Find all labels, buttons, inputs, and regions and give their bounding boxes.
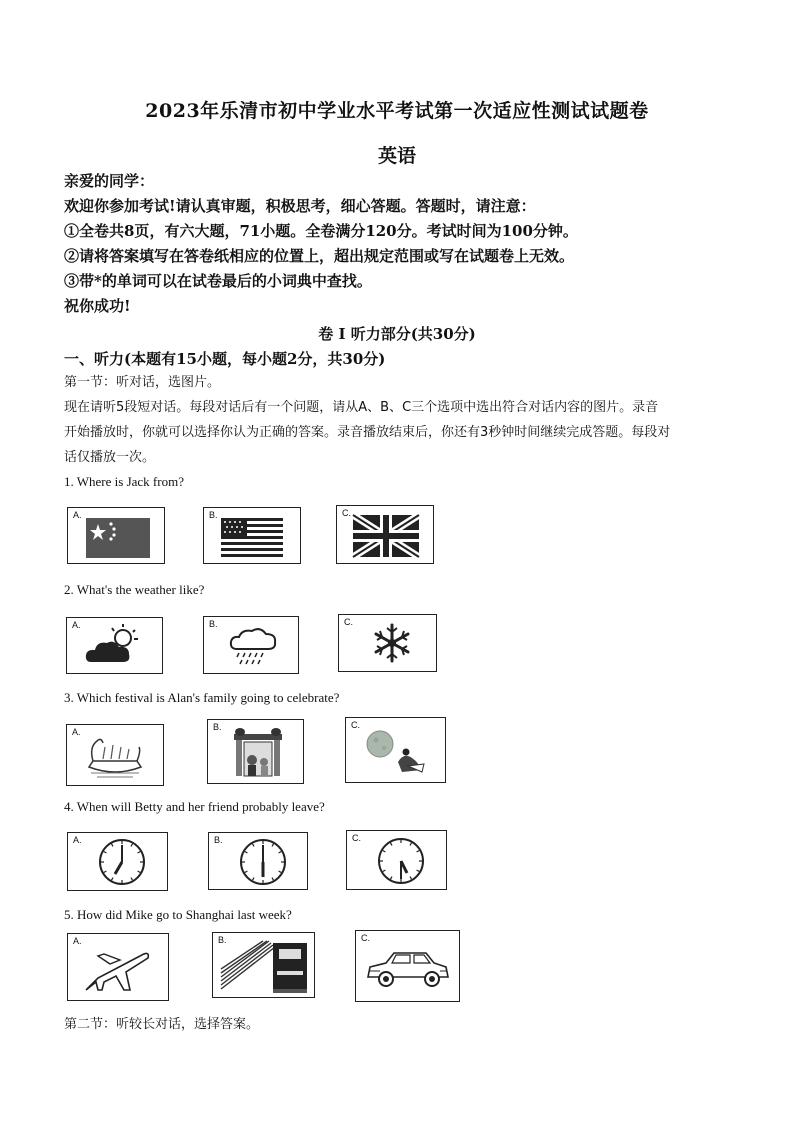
- rain-cloud-icon: [204, 617, 298, 673]
- option-2c[interactable]: [338, 614, 437, 672]
- question-1: 1. Where is Jack from?: [64, 474, 184, 489]
- snowflake-icon: [339, 615, 436, 671]
- option-label: A.: [73, 936, 82, 946]
- option-label: C.: [344, 617, 353, 627]
- option-2b[interactable]: [203, 616, 299, 674]
- instruction-line: 欢迎你参加考试!请认真审题，积极思考，细心答题。答题时，请注意：: [64, 197, 536, 215]
- option-label: A.: [73, 510, 82, 520]
- option-5a[interactable]: [67, 933, 169, 1001]
- china-flag-icon: [68, 508, 164, 563]
- option-label: A.: [72, 620, 81, 630]
- option-label: A.: [72, 727, 81, 737]
- option-5b[interactable]: [212, 932, 315, 998]
- option-label: B.: [213, 722, 222, 732]
- section1-desc-line: 现在请听5段短对话。每段对话后有一个问题，请从A、B、C三个选项中选出符合对话内容的图片。录音: [64, 400, 659, 415]
- clock-7-icon: [68, 833, 167, 890]
- option-3a[interactable]: [66, 724, 164, 786]
- question-5: 5. How did Mike go to Shanghai last week?: [64, 907, 292, 922]
- option-label: B.: [214, 835, 223, 845]
- exam-title: 2023年乐清市初中学业水平考试第一次适应性测试试题卷: [145, 100, 649, 122]
- clock-630-icon: [347, 831, 446, 889]
- option-1b[interactable]: [203, 507, 301, 564]
- option-label: C.: [351, 720, 360, 730]
- uk-flag-icon: [337, 506, 433, 563]
- option-4c[interactable]: [346, 830, 447, 890]
- section1-desc-line: 开始播放时，你就可以选择你认为正确的答案。录音播放结束后，你还有3秒钟时间继续完成答题。每段对: [64, 425, 671, 440]
- subject-title: 英语: [377, 145, 416, 167]
- cloudy-sun-icon: [67, 618, 162, 673]
- spring-festival-door-icon: [208, 720, 303, 783]
- clock-6-icon: [209, 833, 307, 889]
- train-icon: [213, 933, 314, 997]
- moon-festival-icon: [346, 718, 445, 782]
- option-5c[interactable]: [355, 930, 460, 1002]
- option-label: B.: [209, 619, 218, 629]
- question-4: 4. When will Betty and her friend probably leave?: [64, 799, 325, 814]
- instruction-line: ①全卷共8页，有六大题，71小题。全卷满分120分。考试时间为100分钟。: [64, 222, 578, 240]
- part-title: 一、听力(本题有15小题，每小题2分，共30分): [64, 350, 386, 368]
- instruction-line: ②请将答案填写在答卷纸相应的位置上，超出规定范围或写在试题卷上无效。: [64, 247, 575, 265]
- section1-desc-line: 话仅播放一次。: [64, 450, 156, 465]
- instruction-line: ③带*的单词可以在试卷最后的小词典中查找。: [64, 272, 372, 290]
- option-label: B.: [218, 935, 227, 945]
- airplane-icon: [68, 934, 168, 1000]
- car-icon: [356, 931, 459, 1001]
- option-1a[interactable]: [67, 507, 165, 564]
- closing-line: 祝你成功!: [64, 297, 131, 315]
- option-label: A.: [73, 835, 82, 845]
- question-2: 2. What's the weather like?: [64, 582, 205, 597]
- option-3b[interactable]: [207, 719, 304, 784]
- option-4b[interactable]: [208, 832, 308, 890]
- option-3c[interactable]: [345, 717, 446, 783]
- option-label: C.: [361, 933, 370, 943]
- option-1c[interactable]: [336, 505, 434, 564]
- section2-heading: 第二节：听较长对话，选择答案。: [64, 1017, 260, 1032]
- option-label: C.: [342, 508, 351, 518]
- section1-heading: 第一节：听对话，选图片。: [64, 375, 221, 390]
- section-title: 卷 I 听力部分(共30分): [318, 325, 476, 343]
- greeting: 亲爱的同学：: [64, 172, 155, 190]
- option-label: B.: [209, 510, 218, 520]
- option-4a[interactable]: [67, 832, 168, 891]
- option-label: C.: [352, 833, 361, 843]
- dragon-boat-icon: [67, 725, 163, 785]
- usa-flag-icon: [204, 508, 300, 563]
- question-3: 3. Which festival is Alan's family going to celebrate?: [64, 690, 340, 705]
- option-2a[interactable]: [66, 617, 163, 674]
